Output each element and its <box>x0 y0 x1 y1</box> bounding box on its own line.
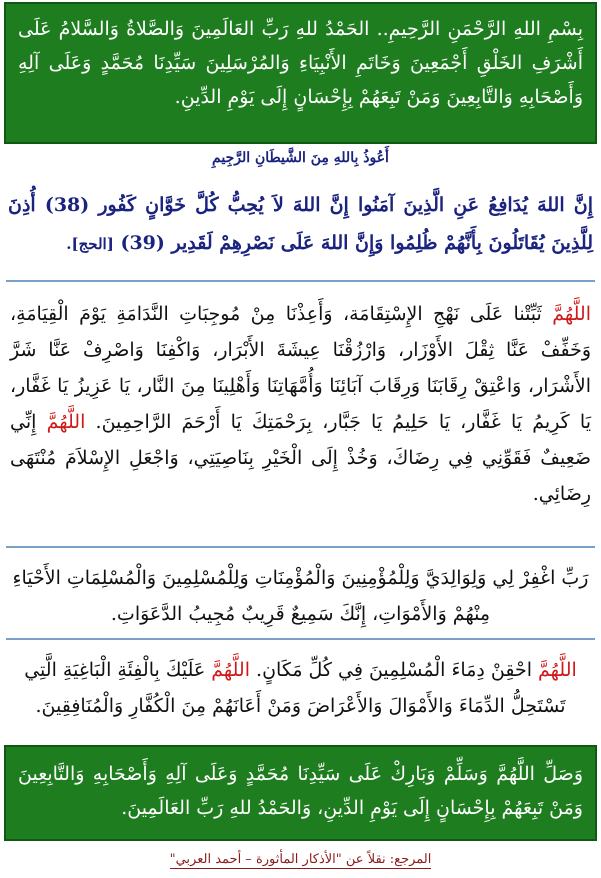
divider <box>6 280 595 282</box>
dua-3-text-b: عَلَيْكَ بِالْفِئَةِ الْبَاغِيَةِ الَّتِي تَسْتَحِلُّ الدِّمَاءَ وَالأَمْوَالَ وَالأَعْرَاضَ وَمَنْ أَعَانَهُمْ مِنَ الْكُفَّارِ وَالْمُنَافِقِينَ. <box>24 659 566 717</box>
allahumma-label: اللَّهُمَّ <box>538 659 577 681</box>
dua-paragraph-1 <box>10 296 591 512</box>
divider <box>6 546 595 548</box>
reference-note <box>0 852 601 867</box>
intro-banner <box>4 2 597 144</box>
allahumma-label: اللَّهُمَّ <box>552 303 591 325</box>
dua-1-text-a: ثَبِّتْنا عَلَى نَهْجِ الإِسْتِقَامَة، وَأَعِذْنَا مِنْ مُوجِبَاتِ النَّدَامَةِ يَوْمَ الْقِيَامَةِ، وَخَفِّفْ عَنَّا ثِقْلَ الأَوْزَار، وَارْزُقْنَا عِيشَةَ الأَبْرَار، وَاكْفِنَا وَاصْرِفْ عَنَّا شَرَّ الأَشْرَار، وَاعْتِقْ رِقَابَنَا وَرِقَابَ آبَائِنَا وَأُمَّهَاتِنَا وَأَهْلِينَا مِنَ النَّار، يَا عَزِيزُ يَا غَفَّار، يَا كَرِيمُ يَا غَفَّار، يَا حَلِيمُ يَا جَبَّار، بِرَحْمَتِكَ يَا أَرْحَمَ الرَّاحِمِينَ. <box>10 303 591 433</box>
dua-3-text-a: احْقِنْ دِمَاءَ الْمُسْلِمِينَ فِي كُلِّ مَكَانٍ. <box>250 659 539 681</box>
dua-2-text: رَبِّ اغْفِرْ لِي وَلِوَالِدَيَّ وَلِلْمُؤْمِنِينَ وَالْمُؤْمِنَاتِ وَلِلْمُسْلِمِينَ وَالْمُسْلِمَاتِ الأَحْيَاءِ مِنْهُمْ وَالأَمْوَاتِ، إِنَّكَ سَمِيعٌ قَرِيبٌ مُجِيبُ الدَّعَوَاتِ. <box>12 567 589 625</box>
divider <box>6 638 595 640</box>
closing-banner <box>4 745 597 841</box>
reference-text: المرجع: نقلاً عن "الأذكار المأثورة – أحمد العربي" <box>169 852 432 867</box>
closing-text: وَصَلِّ اللَّهُمَّ وَسَلِّمْ وَبَارِكْ عَلَى سَيِّدِنَا مُحَمَّدٍ وَعَلَى آلِهِ وَأَصْحَابِهِ وَالتَّابِعِينَ وَمَنْ تَبِعَهُمْ بِإِحْسَانٍ إِلَى يَوْمِ الدِّينِ، وَالحَمْدُ للهِ رَبِّ العَالَمِينَ. <box>18 763 583 819</box>
allahumma-label: اللَّهُمَّ <box>211 659 250 681</box>
intro-text: بِسْمِ اللهِ الرَّحْمَنِ الرَّحِيمِ.. الحَمْدُ للهِ رَبِّ العَالَمِينَ وَالصَّلاةُ وَالسَّلامُ عَلَى أَشْرَفِ الخَلْقِ أَجْمَعِينَ وَخَاتَمِ الأَنْبِيَاءِ وَالمُرْسَلِينَ سَيِّدِنَا مُحَمَّدٍ وَعَلَى آلِهِ وَأَصْحَابِهِ وَالتَّابِعِينَ وَمَنْ تَبِعَهُمْ بِإِحْسَانٍ إِلَى يَوْمِ الدِّينِ. <box>18 18 583 108</box>
quran-verse <box>8 186 593 263</box>
verse-citation: [الحج]. <box>66 235 114 253</box>
verse-text: إِنَّ اللهَ يُدَافِعُ عَنِ الَّذِينَ آمَنُوا إِنَّ اللهَ لاَ يُحِبُّ كُلَّ خَوَّانٍ كَفُور (38) أُذِنَ لِلَّذِينَ يُقَاتَلُونَ بِأَنَّهُمْ ظُلِمُوا وَإِنَّ اللهَ عَلَى نَصْرِهِمْ لَقَدِير (39) <box>8 194 593 254</box>
dua-paragraph-2 <box>10 560 591 632</box>
seek-refuge-heading: أَعُوذُ بِاللهِ مِنَ الشَّيطَانِ الرَّجِيمِ <box>212 150 389 166</box>
allahumma-label: اللَّهُمَّ <box>46 411 86 433</box>
dua-paragraph-3 <box>10 652 591 724</box>
dua-1-text-b: إِنِّي ضَعِيفٌ فَقَوِّنِي فِي رِضَاكَ، وَخُذْ إِلَى الْخَيْرِ بِنَاصِيَتِي، وَاجْعَلِ الإِسْلاَمَ مُنْتَهَى رِضَائِي. <box>10 411 591 505</box>
